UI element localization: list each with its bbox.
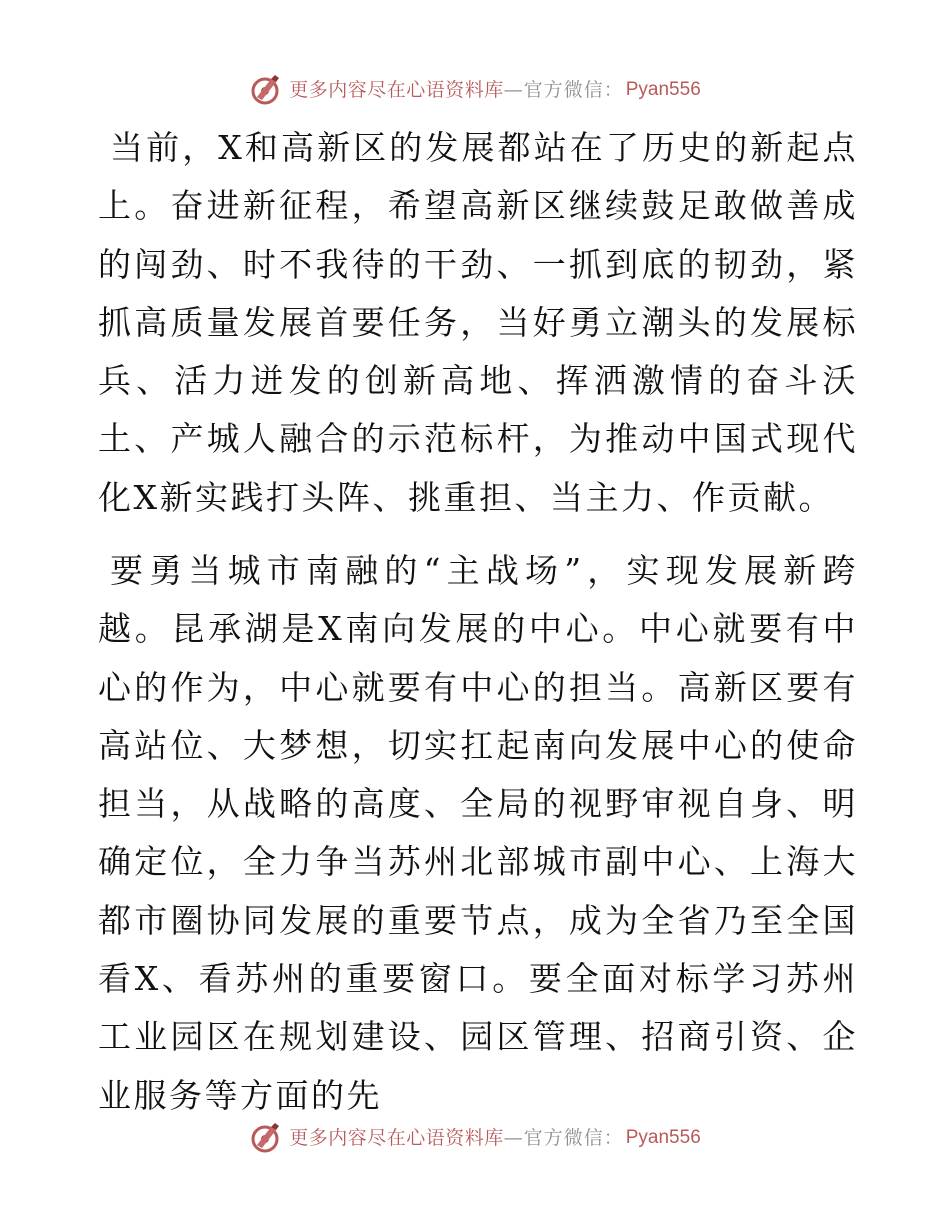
pen-logo-icon [249,73,283,107]
footer-watermark [0,1118,950,1158]
watermark-label: 更多内容尽在心语资料库 [289,1127,504,1149]
watermark-wechat-id: Pyan556 [625,79,701,100]
header-watermark [0,70,950,110]
watermark-label: 更多内容尽在心语资料库 [289,79,504,101]
watermark-wechat-label: —官方微信： [503,79,624,101]
body-paragraph: 要勇当城市南融的“主战场”，实现发展新跨越。昆承湖是X南向发展的中心。中心就要有中心的作为，中心就要有中心的担当。高新区要有高站位、大梦想，切实扛起南向发展中心的使命担当，从战略的高度、全局的视野审视自身、明确定位，全力争当苏州北部城市副中心、上海大都市圈协同发展的重要节点，成为全省乃至全国看X、看苏州的重要窗口。要全面对标学习苏州工业园区在规划建设、园区管理、招商引资、企业服务等方面的先 [98,551,858,1115]
watermark-wechat-id: Pyan556 [625,1127,701,1148]
watermark-wechat-label: —官方微信： [503,1127,624,1149]
pen-logo-icon [249,1121,283,1155]
body-paragraph: 当前，X和高新区的发展都站在了历史的新起点上。奋进新征程，希望高新区继续鼓足敢做善成的闯劲、时不我待的干劲、一抓到底的韧劲，紧抓高质量发展首要任务，当好勇立潮头的发展标兵、活力迸发的创新高地、挥洒激情的奋斗沃土、产城人融合的示范标杆，为推动中国式现代化X新实践打头阵、挑重担、当主力、作贡献。 [98,128,858,517]
